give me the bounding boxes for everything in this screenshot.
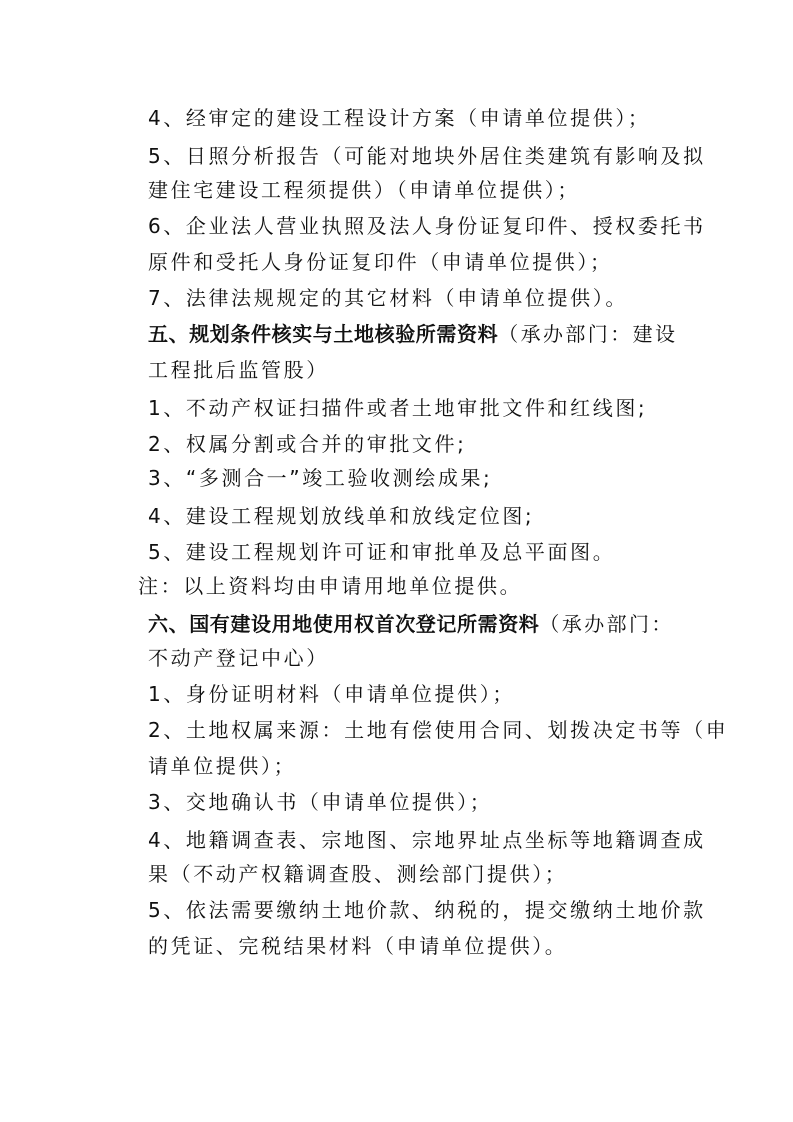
- text-line: 6、企业法人营业执照及法人身份证复印件、授权委托书: [148, 214, 706, 238]
- text-line: 2、权属分割或合并的审批文件;: [148, 432, 467, 456]
- section-heading-department: （承办部门：建设: [498, 322, 678, 346]
- text-line: 7、法律法规规定的其它材料（申请单位提供）。: [148, 286, 628, 310]
- section-heading-department: （承办部门：: [539, 612, 674, 636]
- text-line: 建住宅建设工程须提供）（申请单位提供）；: [148, 178, 580, 202]
- text-line: 5、依法需要缴纳土地价款、纳税的，提交缴纳土地价款: [148, 898, 706, 922]
- section-heading-title: 五、规划条件核实与土地核验所需资料: [148, 322, 499, 346]
- text-line: 5、建设工程规划许可证和审批单及总平面图。: [148, 540, 616, 564]
- text-line: 4、地籍调查表、宗地图、宗地界址点坐标等地籍调查成: [148, 828, 706, 852]
- text-line: 3、“多测合一”竣工验收测绘成果;: [148, 466, 493, 490]
- text-line: 1、不动产权证扫描件或者土地审批文件和红线图;: [148, 396, 648, 420]
- text-line: 原件和受托人身份证复印件（申请单位提供）；: [148, 250, 613, 274]
- text-line: 请单位提供）；: [148, 754, 297, 778]
- text-line: 4、建设工程规划放线单和放线定位图;: [148, 504, 535, 528]
- text-line: 1、身份证明材料（申请单位提供）；: [148, 682, 515, 706]
- section-heading: [148, 610, 674, 638]
- text-line: 的凭证、完税结果材料（申请单位提供）。: [148, 934, 568, 958]
- text-line: 5、日照分析报告（可能对地块外居住类建筑有影响及拟: [148, 144, 706, 168]
- text-line: 4、经审定的建设工程设计方案（申请单位提供）；: [148, 106, 651, 130]
- section-heading-title: 六、国有建设用地使用权首次登记所需资料: [148, 612, 540, 636]
- note-line: 注：以上资料均由申请用地单位提供。: [138, 574, 523, 598]
- section-heading: [148, 320, 677, 348]
- text-line: 工程批后监管股）: [148, 358, 329, 382]
- text-line: 3、交地确认书（申请单位提供）；: [148, 790, 493, 814]
- text-line: 果（不动产权籍调查股、测绘部门提供）；: [148, 862, 568, 886]
- text-line: 2、土地权属来源：土地有偿使用合同、划拨决定书等（申: [148, 718, 729, 742]
- text-line: 不动产登记中心）: [148, 646, 329, 670]
